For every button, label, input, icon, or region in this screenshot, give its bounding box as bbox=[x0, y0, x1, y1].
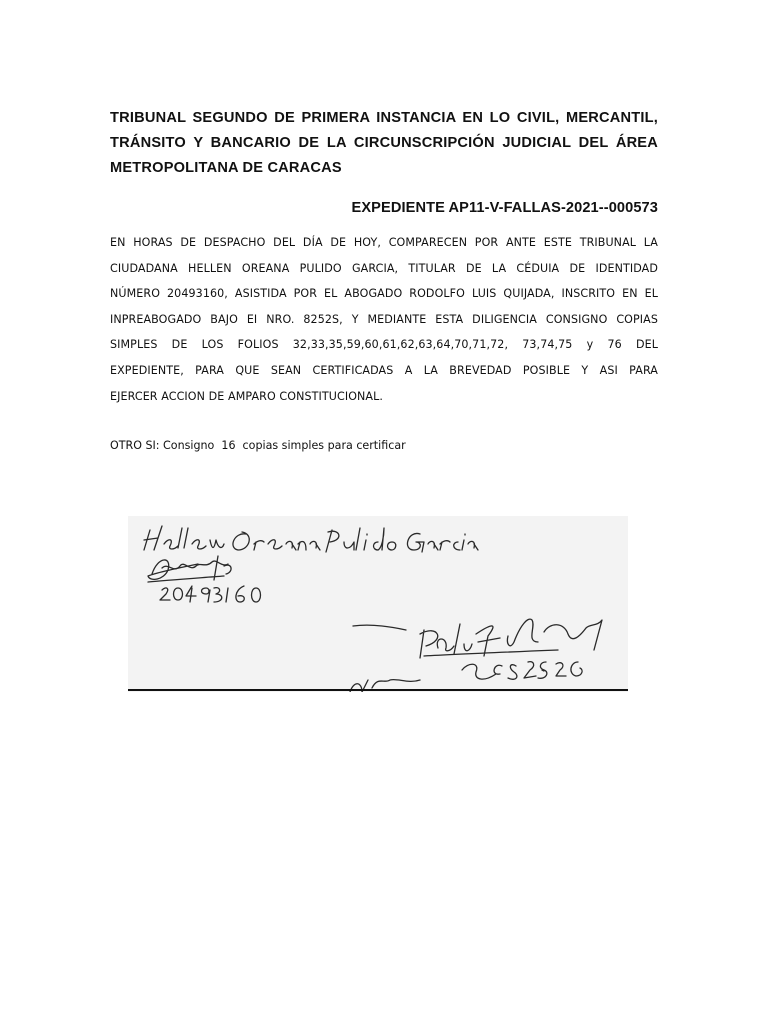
case-number: EXPEDIENTE AP11-V-FALLAS-2021--000573 bbox=[351, 200, 658, 216]
body-line-7: EJERCER ACCION DE AMPARO CONSTITUCIONAL. bbox=[110, 389, 384, 403]
diligence-text bbox=[110, 230, 658, 409]
handwritten-name bbox=[144, 526, 478, 552]
court-title-line-3: METROPOLITANA DE CARACAS bbox=[110, 160, 342, 176]
signature-scan bbox=[128, 516, 628, 692]
handwritten-id-number bbox=[160, 586, 261, 602]
handwritten-lawyer-number bbox=[350, 662, 582, 692]
petitioner-signature bbox=[148, 556, 231, 582]
ink-stroke bbox=[353, 625, 406, 630]
body-line-2: CIUDADANA HELLEN OREANA PULIDO GARCIA, TITULAR DE LA CÉDUIA DE IDENTIDAD bbox=[110, 261, 658, 275]
body-line-4: INPREABOGADO BAJO EI NRO. 8252S, Y MEDIANTE ESTA DILIGENCIA CONSIGNO COPIAS bbox=[110, 312, 658, 326]
court-title bbox=[110, 106, 658, 181]
body-line-1: EN HORAS DE DESPACHO DEL DÍA DE HOY, COMPARECEN POR ANTE ESTE TRIBUNAL LA bbox=[110, 236, 658, 249]
body-line-6: EXPEDIENTE, PARA QUE SEAN CERTIFICADAS A LA BREVEDAD POSIBLE Y ASI PARA bbox=[110, 363, 658, 377]
body-line-5: SIMPLES DE LOS FOLIOS 32,33,35,59,60,61,62,63,64,70,71,72, 73,74,75 y 76 DEL bbox=[110, 338, 658, 352]
court-title-line-2: TRÁNSITO Y BANCARIO DE LA CIRCUNSCRIPCIÓN JUDICIAL DEL ÁREA bbox=[110, 135, 658, 151]
handwritten-signatures-image bbox=[128, 516, 628, 692]
body-line-3: NÚMERO 20493160, ASISTIDA POR EL ABOGADO RODOLFO LUIS QUIJADA, INSCRITO EN EL bbox=[110, 287, 658, 301]
lawyer-signature bbox=[420, 619, 602, 658]
court-title-line-1: TRIBUNAL SEGUNDO DE PRIMERA INSTANCIA EN LO CIVIL, MERCANTIL, bbox=[110, 110, 658, 126]
signature-line bbox=[128, 689, 628, 691]
otro-si-note: OTRO SI: Consigno 16 copias simples para certificar bbox=[110, 439, 406, 452]
